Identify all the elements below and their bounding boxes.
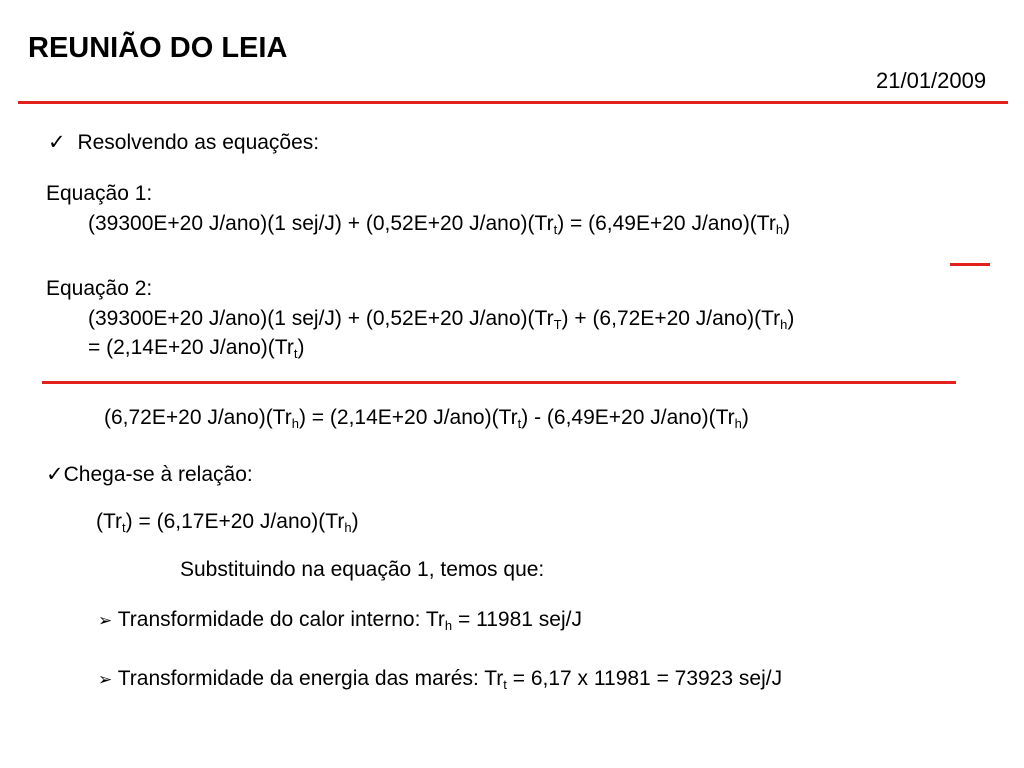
eq-text: (Tr — [96, 510, 123, 533]
eq-subscript: h — [444, 618, 453, 633]
section-label: Resolvendo as equações: — [77, 131, 320, 154]
bullet-text: Transformidade do calor interno: Tr — [117, 608, 445, 631]
eq-text: (39300E+20 J/ano)(1 sej/J) + (0,52E+20 J/ano)(Tr — [88, 307, 554, 330]
eq-subscript: h — [291, 416, 299, 431]
section-resolving — [48, 130, 319, 155]
bullet-text: Transformidade da energia das marés: Tr — [117, 667, 504, 690]
eq-subscript: h — [344, 520, 352, 535]
eq-subscript: h — [775, 222, 784, 237]
section-relation — [46, 462, 253, 487]
page-title: REUNIÃO DO LEIA — [28, 32, 288, 64]
arrow-bullet-icon: ➢ — [98, 611, 113, 631]
eq-text: ) = (6,49E+20 J/ano)(Tr — [557, 212, 776, 235]
eq-text: ) — [297, 336, 305, 359]
eq-text: ) — [787, 307, 795, 330]
eq-text: (6,72E+20 J/ano)(Tr — [104, 406, 292, 429]
eq-text: ) — [351, 510, 359, 533]
eq-text: = (2,14E+20 J/ano)(Tr — [88, 336, 294, 359]
eq-subscript: t — [293, 346, 298, 361]
equation-divider — [42, 381, 956, 384]
eq-text: ) — [783, 212, 791, 235]
arrow-bullet-icon: ➢ — [98, 670, 113, 690]
result-equation — [104, 406, 749, 430]
header-divider — [18, 101, 1008, 104]
slide-date: 21/01/2009 — [876, 68, 987, 93]
bullet-text: = 6,17 x 11981 = 73923 sej/J — [506, 667, 783, 690]
eq-subscript: h — [734, 416, 742, 431]
eq-text: ) + (6,72E+20 J/ano)(Tr — [561, 307, 781, 330]
eq-text: ) - (6,49E+20 J/ano)(Tr — [521, 406, 735, 429]
eq-text: ) = (6,17E+20 J/ano)(Tr — [125, 510, 345, 533]
check-icon: ✓ — [46, 463, 64, 486]
eq-text: ) = (2,14E+20 J/ano)(Tr — [298, 406, 518, 429]
eq-text: ) — [741, 406, 749, 429]
eq-subscript: t — [122, 520, 126, 535]
substitution-text: Substituindo na equação 1, temos que: — [180, 558, 545, 581]
relation-equation — [96, 510, 359, 534]
eq-subscript: T — [553, 317, 562, 332]
red-dash — [950, 263, 990, 266]
equation2-line1 — [88, 307, 794, 331]
equation2-line2 — [88, 336, 304, 360]
eq-subscript: h — [780, 317, 788, 332]
bullet-text: = 11981 sej/J — [452, 608, 582, 631]
equation1-line — [88, 212, 790, 236]
equation1-heading: Equação 1: — [46, 182, 153, 205]
equation2-heading: Equação 2: — [46, 277, 153, 300]
bullet-internal-heat — [98, 608, 582, 632]
section-label: Chega-se à relação: — [63, 463, 253, 486]
eq-text: (39300E+20 J/ano)(1 sej/J) + (0,52E+20 J/ano)(Tr — [88, 212, 554, 235]
bullet-tidal-energy — [98, 667, 782, 691]
check-icon: ✓ — [48, 131, 66, 154]
eq-subscript: t — [503, 677, 507, 692]
eq-subscript: t — [517, 416, 522, 431]
eq-subscript: t — [553, 222, 558, 237]
